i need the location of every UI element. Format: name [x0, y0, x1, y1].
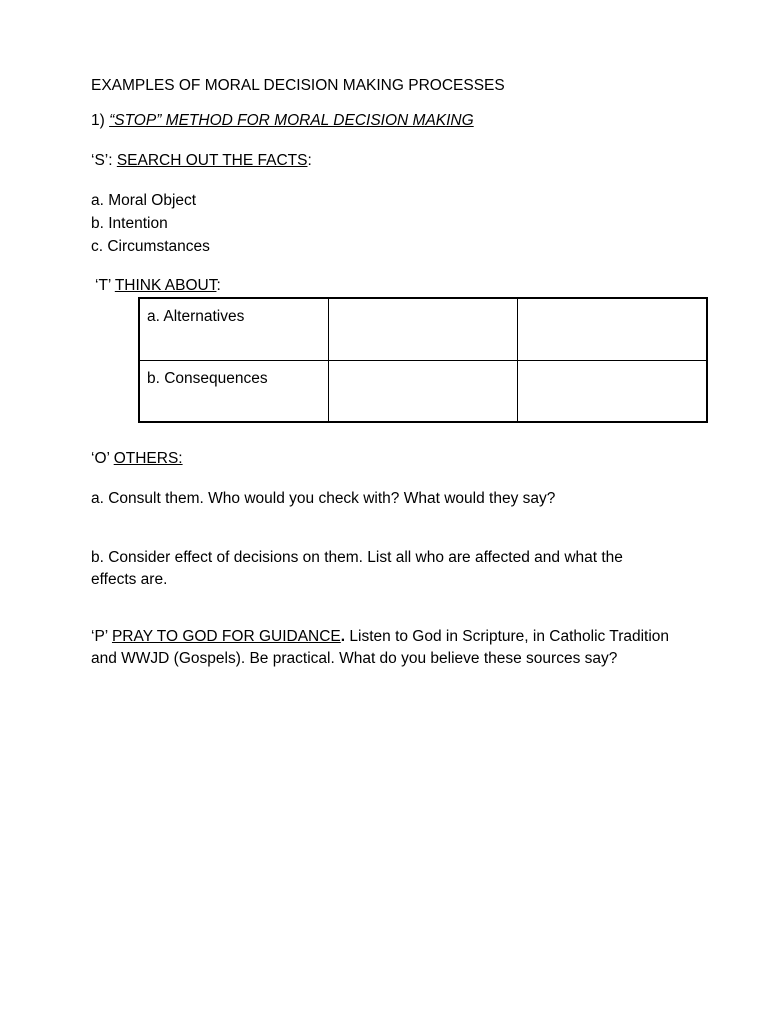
- s-section-heading: [91, 151, 312, 171]
- method-number: 1): [91, 112, 105, 129]
- s-item-moral-object: a. Moral Object: [91, 192, 197, 209]
- o-section-heading: [91, 449, 183, 469]
- method-heading: [91, 111, 474, 131]
- s-item-intention: b. Intention: [91, 214, 168, 232]
- s-items-list: [91, 190, 210, 258]
- think-about-table: [138, 297, 708, 423]
- p-text: Listen to God in Scripture, in Catholic Tradition and WWJD (Gospels). Be practical. What do you believe these sources say?: [91, 628, 670, 667]
- method-name: “STOP” METHOD FOR MORAL DECISION MAKING: [109, 112, 474, 129]
- table-cell-alternatives: a. Alternatives: [139, 298, 328, 360]
- t-section-heading: [95, 276, 221, 296]
- t-heading: THINK ABOUT: [114, 277, 217, 294]
- table-cell-consequences: b. Consequences: [139, 360, 328, 422]
- s-suffix: :: [307, 152, 312, 169]
- o-item-consult: a. Consult them. Who would you check with? What would they say?: [91, 490, 556, 507]
- s-item-circumstances: c. Circumstances: [91, 237, 210, 255]
- o-item-consider: b. Consider effect of decisions on them. List all who are affected and what the effects are.: [91, 549, 623, 588]
- table-cell: [328, 298, 517, 360]
- p-prefix: ‘P’: [91, 628, 112, 645]
- document-title: EXAMPLES OF MORAL DECISION MAKING PROCESSES: [91, 77, 505, 94]
- table-row: [139, 360, 707, 422]
- o-prefix: ‘O’: [91, 450, 114, 467]
- s-heading: SEARCH OUT THE FACTS: [116, 152, 308, 169]
- table-row: [139, 298, 707, 360]
- s-prefix: ‘S’:: [91, 152, 117, 169]
- p-period: .: [340, 628, 346, 645]
- p-section-paragraph: [91, 626, 691, 670]
- table-cell: [328, 360, 517, 422]
- table-cell: [517, 360, 707, 422]
- o-heading: OTHERS:: [113, 450, 183, 467]
- table-cell: [517, 298, 707, 360]
- t-prefix: ‘T’: [95, 277, 115, 294]
- t-suffix: :: [216, 277, 221, 294]
- p-heading: PRAY TO GOD FOR GUIDANCE: [111, 628, 341, 645]
